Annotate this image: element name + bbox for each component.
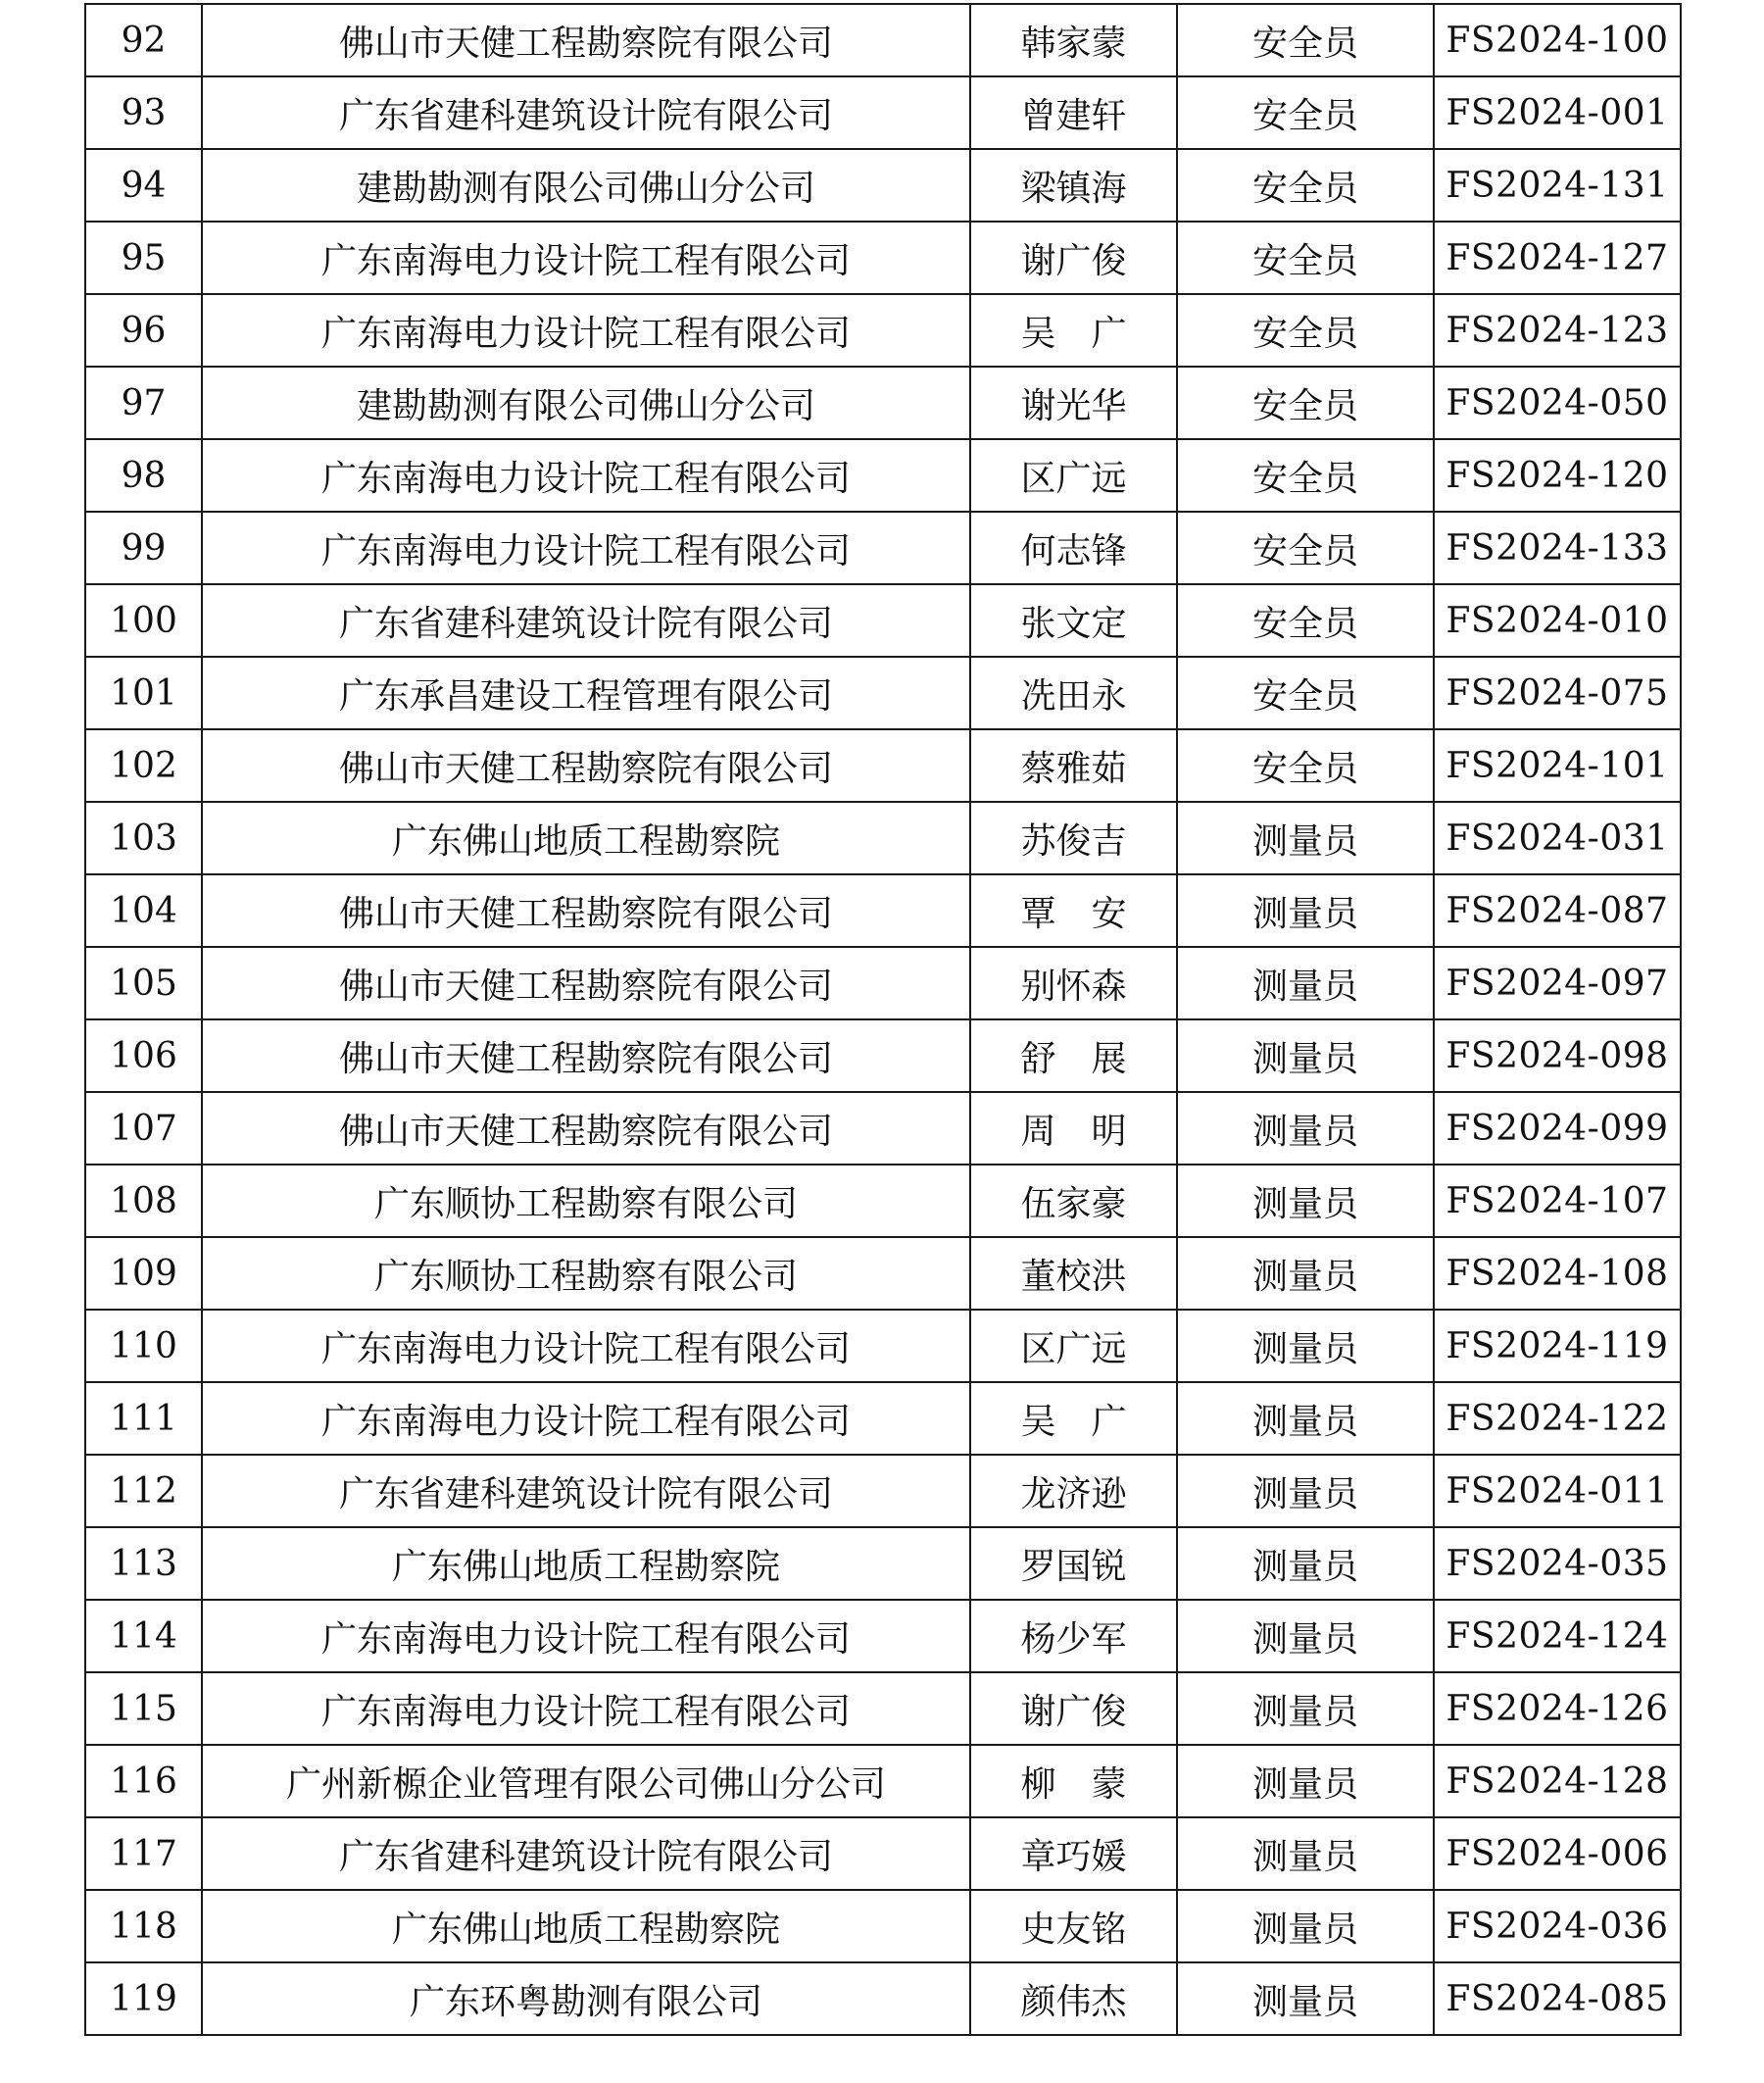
job-role-cell: 测量员 [1177,1745,1434,1817]
serial-number-cell: 107 [85,1092,202,1165]
certificate-number-cell: FS2024-001 [1434,76,1681,149]
job-role-cell: 安全员 [1177,439,1434,512]
personnel-table-body [85,4,1681,2035]
certificate-number-cell: FS2024-108 [1434,1237,1681,1310]
certificate-number-cell: FS2024-128 [1434,1745,1681,1817]
certificate-number-cell: FS2024-011 [1434,1455,1681,1527]
job-role-cell: 测量员 [1177,947,1434,1019]
person-name-cell: 别怀森 [970,947,1177,1019]
person-name-cell: 罗国锐 [970,1527,1177,1600]
certificate-number-cell: FS2024-010 [1434,584,1681,657]
job-role-cell: 安全员 [1177,149,1434,222]
organization-cell: 建勘勘测有限公司佛山分公司 [202,149,970,222]
certificate-number-cell: FS2024-085 [1434,1962,1681,2035]
person-name-cell: 董校洪 [970,1237,1177,1310]
serial-number-cell: 117 [85,1817,202,1890]
job-role-cell: 测量员 [1177,802,1434,874]
organization-cell: 佛山市天健工程勘察院有限公司 [202,947,970,1019]
job-role-cell: 安全员 [1177,4,1434,76]
table-row [85,4,1681,76]
serial-number-cell: 110 [85,1310,202,1382]
certificate-number-cell: FS2024-101 [1434,729,1681,802]
table-row [85,802,1681,874]
organization-cell: 广东顺协工程勘察有限公司 [202,1165,970,1237]
person-name-cell: 梁镇海 [970,149,1177,222]
job-role-cell: 测量员 [1177,1962,1434,2035]
certificate-number-cell: FS2024-107 [1434,1165,1681,1237]
person-name-cell: 吴 广 [970,1382,1177,1455]
job-role-cell: 测量员 [1177,1092,1434,1165]
table-row [85,1237,1681,1310]
table-row [85,1817,1681,1890]
person-name-cell: 蔡雅茹 [970,729,1177,802]
organization-cell: 广东南海电力设计院工程有限公司 [202,222,970,294]
job-role-cell: 测量员 [1177,1165,1434,1237]
job-role-cell: 测量员 [1177,1672,1434,1745]
table-row [85,439,1681,512]
serial-number-cell: 96 [85,294,202,367]
serial-number-cell: 99 [85,512,202,584]
certificate-number-cell: FS2024-119 [1434,1310,1681,1382]
certificate-number-cell: FS2024-123 [1434,294,1681,367]
table-row [85,1310,1681,1382]
person-name-cell: 谢光华 [970,367,1177,439]
job-role-cell: 安全员 [1177,76,1434,149]
person-name-cell: 苏俊吉 [970,802,1177,874]
person-name-cell: 区广远 [970,1310,1177,1382]
job-role-cell: 测量员 [1177,1890,1434,1962]
table-row [85,1672,1681,1745]
table-row [85,1019,1681,1092]
serial-number-cell: 118 [85,1890,202,1962]
serial-number-cell: 92 [85,4,202,76]
organization-cell: 广东南海电力设计院工程有限公司 [202,1672,970,1745]
certificate-number-cell: FS2024-036 [1434,1890,1681,1962]
table-row [85,1455,1681,1527]
organization-cell: 广东顺协工程勘察有限公司 [202,1237,970,1310]
table-row [85,1092,1681,1165]
organization-cell: 佛山市天健工程勘察院有限公司 [202,1092,970,1165]
certificate-number-cell: FS2024-126 [1434,1672,1681,1745]
organization-cell: 广东南海电力设计院工程有限公司 [202,1600,970,1672]
table-row [85,222,1681,294]
person-name-cell: 张文定 [970,584,1177,657]
table-row [85,1600,1681,1672]
person-name-cell: 冼田永 [970,657,1177,729]
person-name-cell: 吴 广 [970,294,1177,367]
serial-number-cell: 97 [85,367,202,439]
organization-cell: 广东省建科建筑设计院有限公司 [202,76,970,149]
serial-number-cell: 112 [85,1455,202,1527]
table-row [85,1527,1681,1600]
certificate-number-cell: FS2024-035 [1434,1527,1681,1600]
serial-number-cell: 111 [85,1382,202,1455]
job-role-cell: 测量员 [1177,1600,1434,1672]
person-name-cell: 章巧媛 [970,1817,1177,1890]
certificate-number-cell: FS2024-097 [1434,947,1681,1019]
serial-number-cell: 106 [85,1019,202,1092]
organization-cell: 广东环粤勘测有限公司 [202,1962,970,2035]
organization-cell: 广东省建科建筑设计院有限公司 [202,1455,970,1527]
person-name-cell: 何志锋 [970,512,1177,584]
table-row [85,76,1681,149]
job-role-cell: 测量员 [1177,1237,1434,1310]
serial-number-cell: 119 [85,1962,202,2035]
serial-number-cell: 113 [85,1527,202,1600]
serial-number-cell: 94 [85,149,202,222]
certificate-number-cell: FS2024-127 [1434,222,1681,294]
person-name-cell: 舒 展 [970,1019,1177,1092]
job-role-cell: 安全员 [1177,584,1434,657]
organization-cell: 佛山市天健工程勘察院有限公司 [202,1019,970,1092]
organization-cell: 广东佛山地质工程勘察院 [202,1527,970,1600]
certificate-number-cell: FS2024-050 [1434,367,1681,439]
job-role-cell: 安全员 [1177,367,1434,439]
certificate-number-cell: FS2024-122 [1434,1382,1681,1455]
serial-number-cell: 104 [85,874,202,947]
person-name-cell: 谢广俊 [970,1672,1177,1745]
job-role-cell: 测量员 [1177,1527,1434,1600]
organization-cell: 建勘勘测有限公司佛山分公司 [202,367,970,439]
serial-number-cell: 105 [85,947,202,1019]
certificate-number-cell: FS2024-099 [1434,1092,1681,1165]
person-name-cell: 伍家豪 [970,1165,1177,1237]
certificate-number-cell: FS2024-120 [1434,439,1681,512]
certificate-number-cell: FS2024-087 [1434,874,1681,947]
table-row [85,294,1681,367]
personnel-table [84,3,1682,2036]
organization-cell: 广东佛山地质工程勘察院 [202,802,970,874]
job-role-cell: 安全员 [1177,512,1434,584]
serial-number-cell: 114 [85,1600,202,1672]
serial-number-cell: 98 [85,439,202,512]
serial-number-cell: 103 [85,802,202,874]
job-role-cell: 安全员 [1177,222,1434,294]
job-role-cell: 安全员 [1177,294,1434,367]
person-name-cell: 颜伟杰 [970,1962,1177,2035]
serial-number-cell: 115 [85,1672,202,1745]
organization-cell: 广东南海电力设计院工程有限公司 [202,512,970,584]
person-name-cell: 史友铭 [970,1890,1177,1962]
person-name-cell: 曾建轩 [970,76,1177,149]
organization-cell: 广东佛山地质工程勘察院 [202,1890,970,1962]
table-row [85,1382,1681,1455]
serial-number-cell: 108 [85,1165,202,1237]
organization-cell: 佛山市天健工程勘察院有限公司 [202,874,970,947]
serial-number-cell: 101 [85,657,202,729]
organization-cell: 佛山市天健工程勘察院有限公司 [202,4,970,76]
organization-cell: 广东南海电力设计院工程有限公司 [202,1310,970,1382]
organization-cell: 广东南海电力设计院工程有限公司 [202,1382,970,1455]
certificate-number-cell: FS2024-006 [1434,1817,1681,1890]
organization-cell: 广东省建科建筑设计院有限公司 [202,584,970,657]
table-row [85,1745,1681,1817]
certificate-number-cell: FS2024-098 [1434,1019,1681,1092]
table-row [85,512,1681,584]
organization-cell: 广州新榞企业管理有限公司佛山分公司 [202,1745,970,1817]
organization-cell: 广东南海电力设计院工程有限公司 [202,294,970,367]
person-name-cell: 谢广俊 [970,222,1177,294]
table-row [85,149,1681,222]
certificate-number-cell: FS2024-131 [1434,149,1681,222]
person-name-cell: 周 明 [970,1092,1177,1165]
serial-number-cell: 102 [85,729,202,802]
table-row [85,367,1681,439]
organization-cell: 广东承昌建设工程管理有限公司 [202,657,970,729]
table-row [85,729,1681,802]
serial-number-cell: 93 [85,76,202,149]
job-role-cell: 测量员 [1177,874,1434,947]
person-name-cell: 杨少军 [970,1600,1177,1672]
certificate-number-cell: FS2024-031 [1434,802,1681,874]
job-role-cell: 测量员 [1177,1019,1434,1092]
table-row [85,874,1681,947]
table-row [85,947,1681,1019]
person-name-cell: 覃 安 [970,874,1177,947]
job-role-cell: 测量员 [1177,1382,1434,1455]
certificate-number-cell: FS2024-100 [1434,4,1681,76]
serial-number-cell: 100 [85,584,202,657]
organization-cell: 广东省建科建筑设计院有限公司 [202,1817,970,1890]
person-name-cell: 柳 蒙 [970,1745,1177,1817]
person-name-cell: 区广远 [970,439,1177,512]
job-role-cell: 测量员 [1177,1817,1434,1890]
table-row [85,584,1681,657]
table-row [85,1962,1681,2035]
table-row [85,1165,1681,1237]
serial-number-cell: 95 [85,222,202,294]
certificate-number-cell: FS2024-124 [1434,1600,1681,1672]
organization-cell: 广东南海电力设计院工程有限公司 [202,439,970,512]
organization-cell: 佛山市天健工程勘察院有限公司 [202,729,970,802]
person-name-cell: 龙济逊 [970,1455,1177,1527]
job-role-cell: 测量员 [1177,1310,1434,1382]
person-name-cell: 韩家蒙 [970,4,1177,76]
job-role-cell: 安全员 [1177,657,1434,729]
certificate-number-cell: FS2024-133 [1434,512,1681,584]
certificate-number-cell: FS2024-075 [1434,657,1681,729]
job-role-cell: 安全员 [1177,729,1434,802]
serial-number-cell: 116 [85,1745,202,1817]
table-row [85,1890,1681,1962]
serial-number-cell: 109 [85,1237,202,1310]
table-row [85,657,1681,729]
job-role-cell: 测量员 [1177,1455,1434,1527]
